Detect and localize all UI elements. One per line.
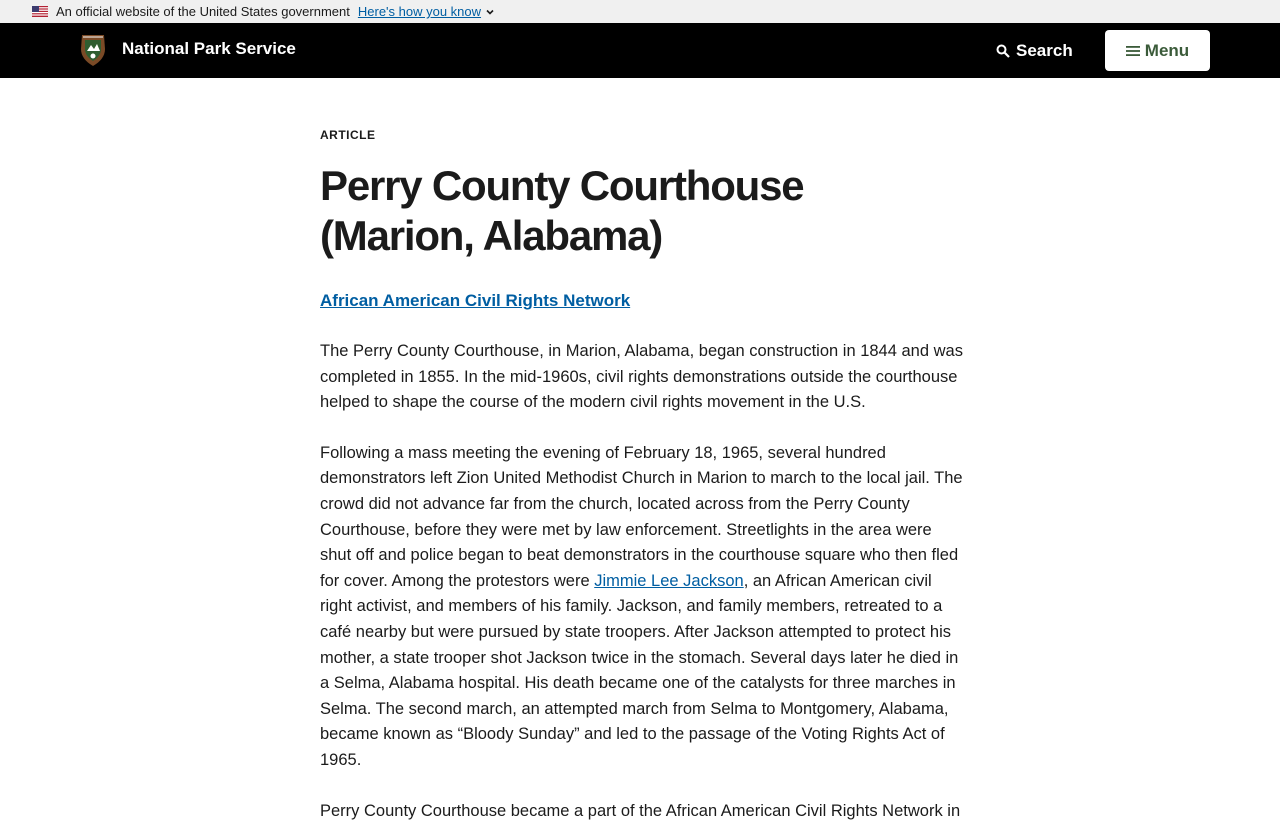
gov-banner-text: An official website of the United States government — [56, 4, 350, 19]
nps-home-link[interactable] — [78, 31, 296, 67]
heres-how-you-know-link[interactable] — [358, 4, 495, 19]
jimmie-lee-jackson-link[interactable]: Jimmie Lee Jackson — [594, 572, 743, 590]
site-header — [0, 23, 1280, 78]
paragraph-2-text-after: , an African American civil right activist, and members of his family. Jackson, and family members, retreated to a café nearby but were pursued by state troopers. After Jackson attempted to protect his mother, a state trooper shot Jackson twice in the stomach. Several days later he died in a Selma, Alabama hospital. His death became one of the catalysts for three marches in Selma. The second march, an attempted march from Selma to Montgomery, Alabama, became known as “Bloody Sunday” and led to the passage of the Voting Rights Act of 1965. — [320, 572, 958, 769]
nps-arrowhead-logo — [78, 31, 108, 67]
search-button[interactable] — [996, 38, 1073, 64]
article-main — [320, 126, 965, 824]
page-title: Perry County Courthouse (Marion, Alabama) — [320, 161, 965, 261]
article-paragraph-3: Perry County Courthouse became a part of the African American Civil Rights Network in — [320, 799, 965, 824]
heres-how-you-know-label: Here's how you know — [358, 4, 481, 19]
menu-button[interactable] — [1105, 30, 1210, 71]
menu-icon — [1126, 45, 1140, 57]
us-flag-icon — [32, 6, 48, 17]
article-paragraph-2 — [320, 441, 965, 774]
chevron-down-icon — [485, 7, 495, 17]
search-icon — [996, 44, 1010, 58]
civil-rights-network-link[interactable]: African American Civil Rights Network — [320, 289, 630, 313]
brand-name: National Park Service — [122, 39, 296, 59]
article-paragraph-1: The Perry County Courthouse, in Marion, Alabama, began construction in 1844 and was completed in 1855. In the mid-1960s, civil rights demonstrations outside the courthouse helped to shape the course of the modern civil rights movement in the U.S. — [320, 339, 965, 416]
article-eyebrow: ARTICLE — [320, 126, 965, 144]
gov-banner — [0, 0, 1280, 23]
menu-button-label: Menu — [1145, 41, 1189, 61]
paragraph-2-text-before: Following a mass meeting the evening of February 18, 1965, several hundred demonstrators left Zion United Methodist Church in Marion to march to the local jail. The crowd did not advance far from the church, located across from the Perry County Courthouse, before they were met by law enforcement. Streetlights in the area were shut off and police began to beat demonstrators in the courthouse square who then fled for cover. Among the protestors were — [320, 444, 963, 590]
search-button-label: Search — [1016, 41, 1073, 61]
